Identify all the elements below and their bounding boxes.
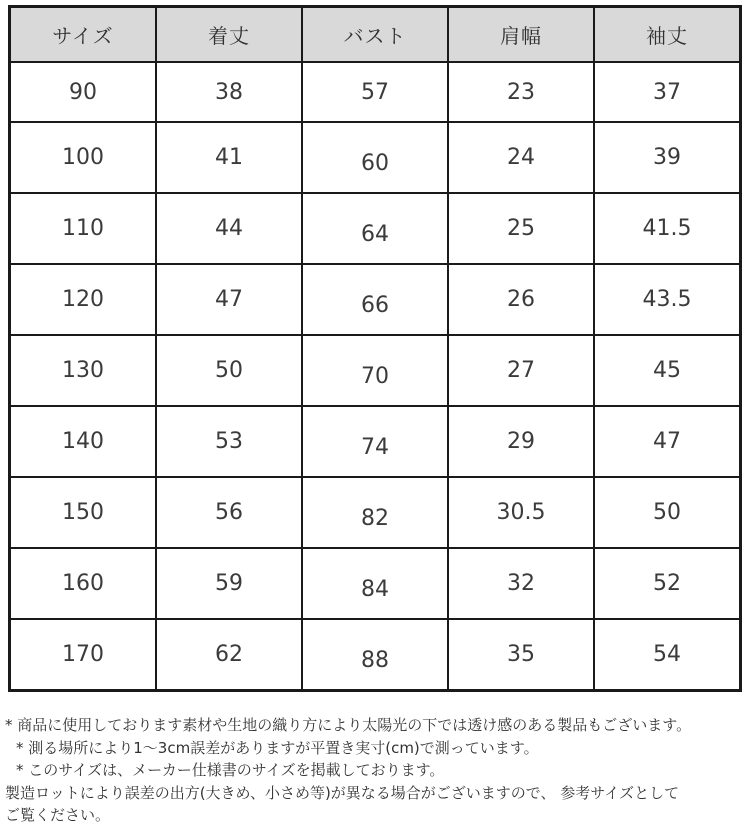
table-row [10,619,741,691]
size-cell: 140 [10,406,156,477]
table-row [10,264,741,335]
sleeve-cell: 47 [594,406,741,477]
footnote-line: * 測る場所により1〜3cm誤差がありますが平置き実寸(cm)で測っています。 [16,738,539,757]
header-row [10,7,741,63]
table-row [10,193,741,264]
sleeve-cell: 54 [594,619,741,691]
column-header-sleeve: 袖丈 [594,7,741,63]
table-row [10,406,741,477]
shoulder-cell: 24 [448,122,594,193]
bust-cell: 60 [302,122,448,193]
bust-cell: 88 [302,619,448,691]
table-row [10,122,741,193]
shoulder-cell: 32 [448,548,594,619]
footnote-line: * 商品に使用しております素材や生地の織り方により太陽光の下では透け感のある製品もございます。 [5,716,692,734]
length-cell: 41 [156,122,302,193]
sleeve-cell: 37 [594,62,741,122]
length-cell: 47 [156,264,302,335]
bust-cell: 66 [302,264,448,335]
column-header-shoulder: 肩幅 [448,7,594,63]
shoulder-cell: 29 [448,406,594,477]
length-cell: 62 [156,619,302,691]
length-cell: 56 [156,477,302,548]
length-cell: 38 [156,62,302,122]
size-cell: 160 [10,548,156,619]
size-cell: 90 [10,62,156,122]
table-row [10,548,741,619]
footnote-line: * このサイズは、メーカー仕様書のサイズを掲載しております。 [16,761,445,779]
size-cell: 150 [10,477,156,548]
shoulder-cell: 30.5 [448,477,594,548]
bust-cell: 84 [302,548,448,619]
sleeve-cell: 41.5 [594,193,741,264]
shoulder-cell: 25 [448,193,594,264]
footnote-line: 製造ロットにより誤差の出方(大きめ、小さめ等)が異なる場合がございますので、 参考サイズとして [5,783,680,802]
bust-cell: 82 [302,477,448,548]
table-row [10,62,741,122]
shoulder-cell: 23 [448,62,594,122]
size-cell: 120 [10,264,156,335]
size-cell: 110 [10,193,156,264]
bust-cell: 64 [302,193,448,264]
length-cell: 53 [156,406,302,477]
size-cell: 170 [10,619,156,691]
column-header-size: サイズ [10,7,156,63]
shoulder-cell: 35 [448,619,594,691]
sleeve-cell: 39 [594,122,741,193]
sleeve-cell: 50 [594,477,741,548]
sleeve-cell: 45 [594,335,741,406]
table-row [10,335,741,406]
bust-cell: 57 [302,62,448,122]
size-cell: 100 [10,122,156,193]
sleeve-cell: 43.5 [594,264,741,335]
bust-cell: 70 [302,335,448,406]
size-chart-page [0,5,750,824]
length-cell: 59 [156,548,302,619]
shoulder-cell: 27 [448,335,594,406]
length-cell: 50 [156,335,302,406]
bust-cell: 74 [302,406,448,477]
column-header-length: 着丈 [156,7,302,63]
column-header-bust: バスト [302,7,448,63]
size-chart-table [8,5,742,692]
length-cell: 44 [156,193,302,264]
size-cell: 130 [10,335,156,406]
footnote-line: ご覧ください。 [5,806,111,824]
footnotes [5,714,750,827]
shoulder-cell: 26 [448,264,594,335]
table-row [10,477,741,548]
sleeve-cell: 52 [594,548,741,619]
